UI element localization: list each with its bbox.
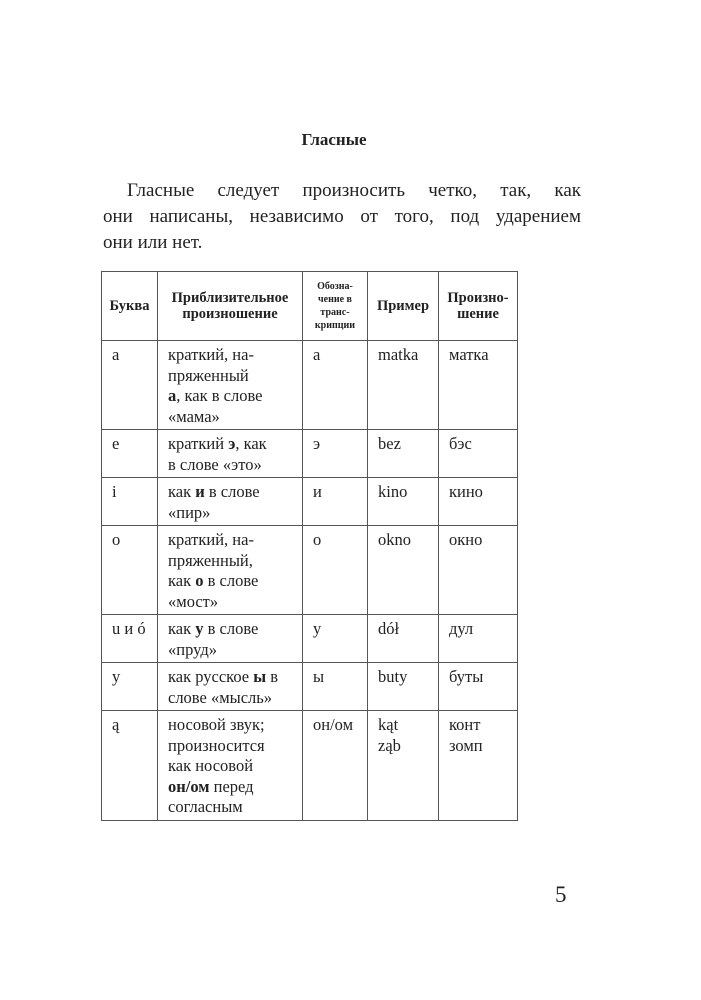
desc-line: «пруд» (168, 639, 217, 659)
desc-line: краткий, на- (168, 530, 254, 549)
cell-example: dół (368, 615, 439, 663)
desc-bold: ы (253, 667, 267, 686)
desc-text: перед (209, 776, 254, 796)
desc-line: «мост» (168, 591, 219, 611)
cell-desc (158, 526, 303, 615)
cell-letter: u и ó (102, 615, 158, 663)
cell-transcription: ы (303, 663, 368, 711)
desc-bold: он/ом (168, 776, 210, 796)
cell-desc (158, 663, 303, 711)
vowels-table (101, 271, 518, 821)
header-line: Обозна- (317, 281, 353, 292)
section-title: Гласные (301, 130, 367, 149)
desc-bold: э (228, 434, 236, 453)
cell-pronunciation: дул (439, 615, 518, 663)
table-row (102, 526, 518, 615)
desc-line: в слове «это» (168, 454, 262, 474)
header-line: произношение (182, 306, 278, 322)
cell-transcription: а (303, 341, 368, 430)
cell-letter: e (102, 430, 158, 478)
header-line: Приблизительное (171, 290, 289, 306)
header-approx (158, 272, 303, 341)
desc-line: произносится (168, 735, 265, 755)
desc-text: как (168, 482, 196, 501)
table-row (102, 341, 518, 430)
desc-text: в слове (203, 619, 259, 638)
cell-desc (158, 711, 303, 821)
intro-line: они или нет. (103, 232, 203, 253)
desc-text: , как в слове (176, 386, 263, 405)
cell-letter: o (102, 526, 158, 615)
desc-text: как (168, 619, 196, 638)
table-row (102, 478, 518, 526)
desc-bold: у (195, 619, 204, 638)
desc-line: «мама» (168, 406, 220, 426)
cell-pronunciation: матка (439, 341, 518, 430)
desc-text: в (266, 667, 279, 686)
desc-text: краткий (168, 434, 229, 453)
table-row (102, 711, 518, 821)
desc-line: краткий, на- (168, 345, 254, 364)
desc-line: пряженный, (168, 550, 253, 570)
cell-letter: y (102, 663, 158, 711)
cell-example: buty (368, 663, 439, 711)
desc-text: , как (235, 434, 267, 453)
desc-bold: и (195, 482, 205, 501)
cell-example: kino (368, 478, 439, 526)
cell-letter: ą (102, 711, 158, 821)
header-line: крипции (314, 320, 356, 331)
desc-bold: а (168, 386, 177, 405)
desc-line: согласным (168, 797, 243, 816)
cell-transcription: он/ом (303, 711, 368, 821)
header-line: транс- (320, 307, 350, 318)
cell-letter: a (102, 341, 158, 430)
cell-example: bez (368, 430, 439, 478)
header-line: чение в (318, 294, 352, 305)
desc-bold: о (195, 571, 204, 590)
cell-example: okno (368, 526, 439, 615)
header-line: Произно- (447, 290, 509, 306)
cell-pronunciation: буты (439, 663, 518, 711)
cell-example: matka (368, 341, 439, 430)
header-line: шение (457, 306, 499, 322)
cell-transcription: у (303, 615, 368, 663)
cell-transcription: о (303, 526, 368, 615)
desc-text: в слове (203, 571, 259, 590)
cell-letter: i (102, 478, 158, 526)
example-line: kąt (378, 715, 399, 734)
cell-desc (158, 615, 303, 663)
desc-text: как (168, 571, 196, 590)
desc-line: «пир» (168, 502, 211, 522)
cell-pronunciation: кино (439, 478, 518, 526)
cell-desc (158, 430, 303, 478)
desc-line: слове «мысль» (168, 687, 273, 707)
cell-pronunciation: окно (439, 526, 518, 615)
cell-transcription: и (303, 478, 368, 526)
table-row (102, 663, 518, 711)
cell-desc (158, 478, 303, 526)
header-transcription (303, 272, 368, 341)
table-row (102, 430, 518, 478)
desc-line: носовой звук; (168, 715, 265, 734)
pron-line: конт (449, 715, 481, 734)
header-letter: Буква (102, 272, 158, 341)
intro-line: они написаны, независимо от того, под ударением (103, 206, 581, 227)
cell-pronunciation (439, 711, 518, 821)
table-row (102, 615, 518, 663)
intro-line: Гласные следует произносить четко, так, как (127, 180, 581, 201)
cell-pronunciation: бэс (439, 430, 518, 478)
table-header-row (102, 272, 518, 341)
page-number: 5 (555, 882, 567, 907)
desc-text: в слове (204, 482, 260, 501)
intro-paragraph (103, 178, 581, 256)
header-pronunciation (439, 272, 518, 341)
desc-line: пряженный (168, 365, 249, 385)
pron-line: зомп (449, 735, 483, 755)
desc-line: как носовой (168, 756, 254, 775)
example-line: ząb (378, 735, 401, 755)
cell-example (368, 711, 439, 821)
header-example: Пример (368, 272, 439, 341)
cell-transcription: э (303, 430, 368, 478)
desc-text: как русское (168, 667, 254, 686)
cell-desc (158, 341, 303, 430)
